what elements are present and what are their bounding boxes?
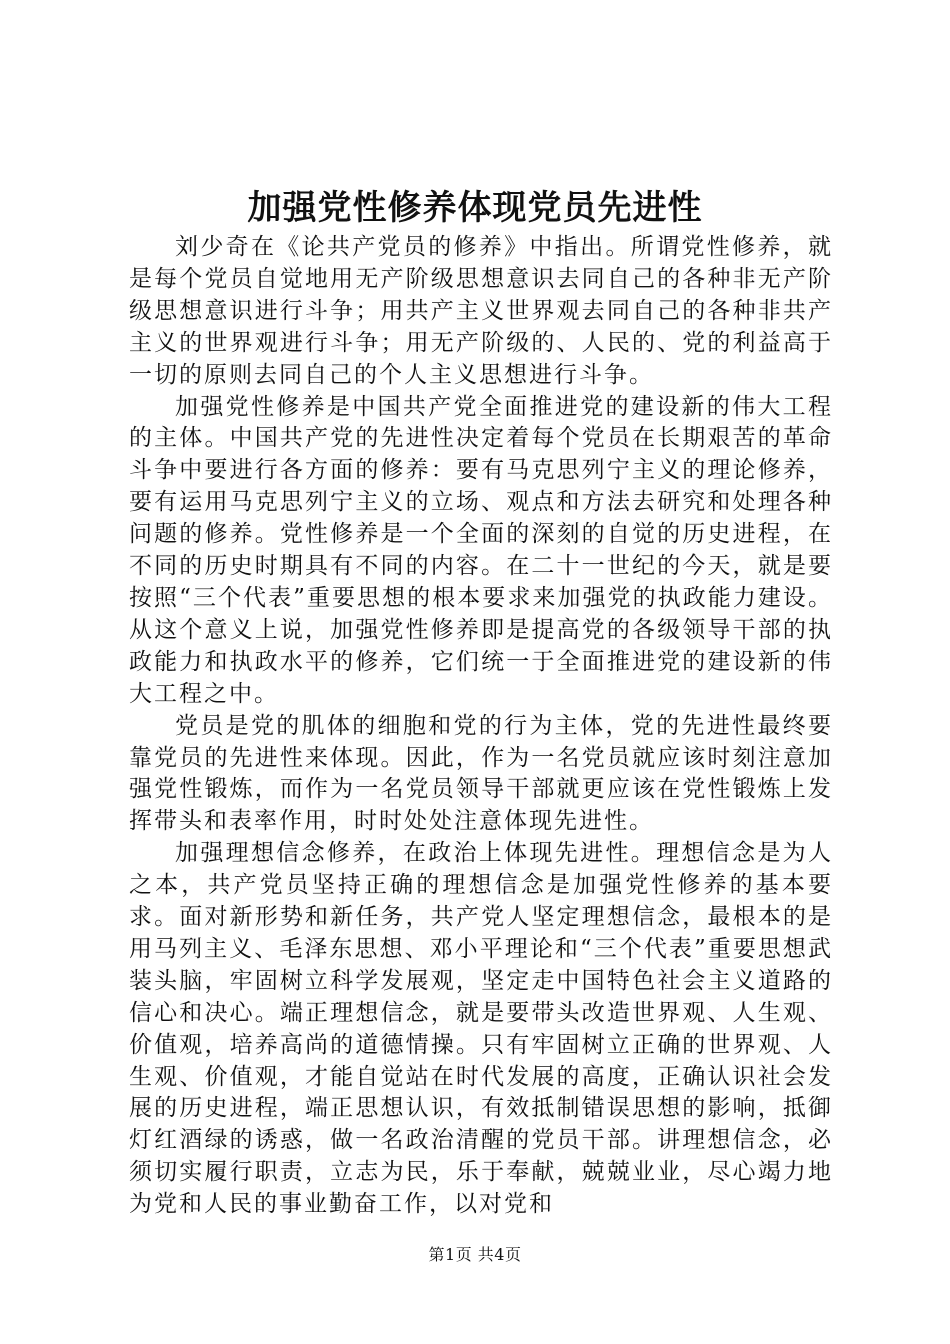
- document-body: [129, 232, 833, 1221]
- paragraph-4: 加强理想信念修养，在政治上体现先进性。理想信念是为人之本，共产党员坚持正确的理想信念是加强党性修养的基本要求。面对新形势和新任务，共产党人坚定理想信念，最根本的是用马列主义、毛泽东思想、邓小平理论和“三个代表”重要思想武装头脑，牢固树立科学发展观，坚定走中国特色社会主义道路的信心和决心。端正理想信念，就是要带头改造世界观、人生观、价值观，培养高尚的道德情操。只有牢固树立正确的世界观、人生观、价值观，才能自觉站在时代发展的高度，正确认识社会发展的历史进程，端正思想认识，有效抵制错误思想的影响，抵御灯红酒绿的诱惑，做一名政治清醒的党员干部。讲理想信念，必须切实履行职责，立志为民，乐于奉献，兢兢业业，尽心竭力地为党和人民的事业勤奋工作，以对党和: [129, 840, 833, 1218]
- page-footer: 第1页 共4页: [428, 1245, 522, 1264]
- paragraph-2: 加强党性修养是中国共产党全面推进党的建设新的伟大工程的主体。中国共产党的先进性决定着每个党员在长期艰苦的革命斗争中要进行各方面的修养：要有马克思列宁主义的理论修养，要有运用马克思列宁主义的立场、观点和方法去研究和处理各种问题的修养。党性修养是一个全面的深刻的自觉的历史进程，在不同的历史时期具有不同的内容。在二十一世纪的今天，就是要按照“三个代表”重要思想的根本要求来加强党的执政能力建设。从这个意义上说，加强党性修养即是提高党的各级领导干部的执政能力和执政水平的修养，它们统一于全面推进党的建设新的伟大工程之中。: [129, 393, 833, 707]
- document-title: 加强党性修养体现党员先进性: [247, 188, 703, 228]
- paragraph-3: 党员是党的肌体的细胞和党的行为主体，党的先进性最终要靠党员的先进性来体现。因此，作为一名党员就应该时刻注意加强党性锻炼，而作为一名党员领导干部就更应该在党性锻炼上发挥带头和表率作用，时时处处注意体现先进性。: [129, 712, 833, 835]
- paragraph-1: 刘少奇在《论共产党员的修养》中指出。所谓党性修养，就是每个党员自觉地用无产阶级思想意识去同自己的各种非无产阶级思想意识进行斗争；用共产主义世界观去同自己的各种非共产主义的世界观进行斗争；用无产阶级的、人民的、党的利益高于一切的原则去同自己的个人主义思想进行斗争。: [129, 234, 833, 388]
